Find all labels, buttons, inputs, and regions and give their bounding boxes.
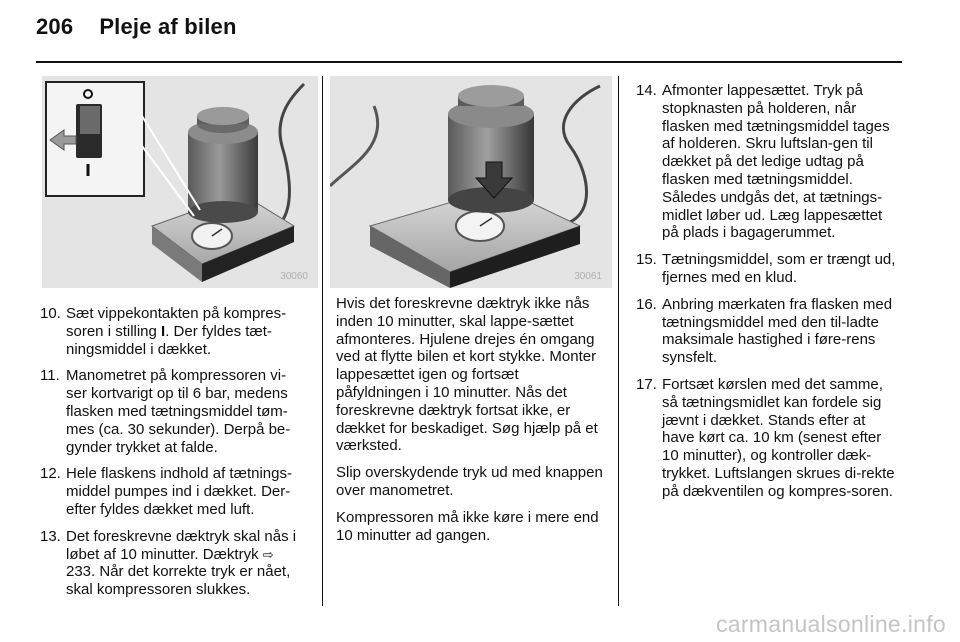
figure-number: 30061 — [574, 271, 602, 282]
list-item — [40, 528, 302, 599]
step-text: . Der fyldes tæt-ningsmiddel i dækket. — [66, 322, 272, 358]
page-title: Pleje af bilen — [99, 14, 237, 39]
column-left — [40, 305, 302, 608]
step-text: Tætningsmiddel, som er trængt ud, fjernes med en klud. — [662, 251, 896, 286]
page-number: 206 — [36, 14, 74, 39]
step-number: 17. — [636, 375, 657, 393]
column-divider — [618, 76, 619, 606]
step-text: Afmonter lappesættet. Tryk på stopknasten på holderen, når flasken med tætningsmiddel tages af holderen. Skru luftslan-gen til dækket på det ledige udtag på flasken med tætningsmiddel. Således undgås det, at tætnings-midlet løber ud. Læg lappesættet på plads i bagagerummet. — [662, 82, 890, 242]
step-number: 14. — [636, 82, 657, 99]
column-middle — [336, 295, 606, 553]
step-number: 16. — [636, 295, 657, 313]
paragraph: Hvis det foreskrevne dæktryk ikke nås inden 10 minutter, skal lappe-sættet afmonteres. Hjulene drejes én omgang ved at flytte bilen et kort stykke. Monter lappesættet igen og fortsæt påfyldningen i 10 minutter. Nås det foreskrevne dæktryk fortsat ikke, er dækket for beskadiget. Søg hjælp på et værksted. — [336, 295, 598, 455]
step-number: 10. — [40, 305, 61, 322]
step-text: 233. Når det korrekte tryk er nået, skal kompressoren slukkes. — [66, 563, 291, 599]
list-item — [636, 296, 898, 367]
column-divider — [322, 76, 323, 606]
list-item — [40, 465, 302, 518]
step-number: 15. — [636, 251, 657, 269]
header-rule — [36, 61, 902, 63]
compressor-switch-icon — [42, 76, 318, 288]
page-reference-icon[interactable]: ⇨ — [262, 546, 274, 562]
step-text: Hele flaskens indhold af tætnings-middel pumpes ind i dækket. Der-efter fyldes dækket med luft. — [66, 465, 292, 518]
compressor-gauge-arrow-icon — [330, 76, 612, 288]
figure-compressor-switch — [42, 76, 318, 288]
step-text: Manometret på kompressoren vi-ser kortvarigt op til 6 bar, medens flasken med tætningsmiddel tøm-mes (ca. 30 sekunder). Derpå be-gynder trykket at falde. — [66, 367, 291, 456]
page-header — [36, 14, 237, 40]
steps-list — [40, 305, 302, 599]
figure-compressor-gauge — [330, 76, 612, 288]
watermark: carmanualsonline.info — [715, 611, 946, 637]
paragraph: Kompressoren må ikke køre i mere end 10 minutter ad gangen. — [336, 508, 599, 544]
paragraph: Slip overskydende tryk ud med knappen over manometret. — [336, 464, 603, 499]
step-text: Anbring mærkaten fra flasken med tætningsmiddel med den til-ladte maksimale hastighed i føre-rens synsfelt. — [662, 295, 893, 367]
step-number: 11. — [40, 367, 60, 385]
figure-number: 30060 — [280, 271, 308, 282]
step-number: 12. — [40, 465, 61, 483]
step-text: Det foreskrevne dæktryk skal nås i løbet af 10 minutter. Dæktryk — [66, 527, 297, 563]
list-item — [636, 82, 898, 242]
list-item — [636, 251, 898, 287]
steps-list — [636, 82, 898, 501]
step-text: Fortsæt kørslen med det samme, så tætningsmidlet kan fordele sig jævnt i dækket. Stands efter at have kørt ca. 10 km (senest efter 10 minutter), og kontroller dæk-trykket. Luftslangen skrues di-rekte på dækventilen og kompres-soren. — [662, 375, 895, 500]
list-item — [636, 376, 898, 501]
step-text: Sæt vippekontakten på kompres-soren i stilling — [66, 305, 287, 340]
list-item — [40, 367, 302, 456]
column-right — [636, 82, 898, 510]
list-item — [40, 305, 302, 358]
switch-position: I — [161, 322, 166, 340]
step-number: 13. — [40, 527, 61, 545]
